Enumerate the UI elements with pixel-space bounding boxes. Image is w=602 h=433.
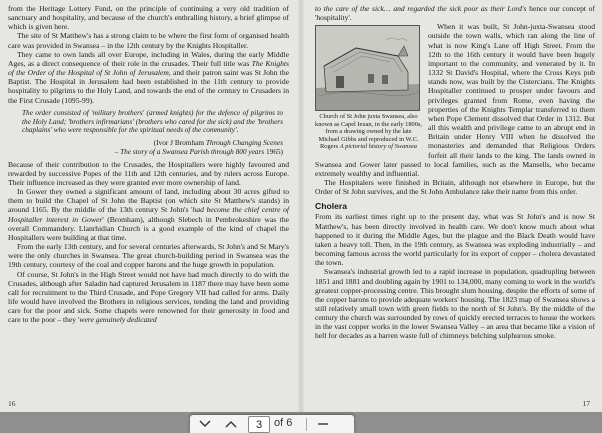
paragraph [315, 4, 595, 22]
previous-page-button[interactable] [194, 416, 216, 432]
text-run: They came to own lands all over Europe, including in Wales, during the early Middle Ages, as a direct consequence of their role in the crusades. Their full title was [8, 49, 289, 68]
paragraph [8, 50, 289, 105]
page-number-input[interactable] [248, 416, 270, 433]
paragraph: from the Heritage Lottery Fund, on the principle of continuing a very old tradition of sanctuary and hospitality, and because of the church's enthralling history, a brief glimpse of which is given here. [8, 4, 289, 32]
left-column [8, 4, 289, 325]
text-run: 1965) [264, 146, 283, 156]
minus-icon [317, 422, 329, 426]
text-run: Of course, St John's in the High Street would not have had much directly to do with the Crusades, although after Saladin had captured Jerusalem in 1187 there may have been some call for recruitment to the Third Crusade, and Pope Gregory VII had called for arms. Daily life would have involved the Brothers in religious services, tending the land and providing care for the poor and sick. Some chapels were renowned for their generosity in food and care to the poor – they ' [8, 269, 289, 325]
block-quote: The order consisted of 'military brothers' (armed knights) for the defence of pilgrims to the Holy Land; 'brothers infirmarians' (brothers who cared for the sick) and the 'brothers chaplains' who were responsible for the spiritual needs of the community'. [22, 107, 283, 135]
text-run: (Ivor J Bromham [153, 138, 206, 148]
quoted-text: to the care of the sick… and regarded the sick poor as their Lord's [315, 4, 527, 13]
church-drawing-image [315, 25, 420, 111]
quoted-text: were genuinely dedicated [79, 315, 157, 325]
page-number: 17 [582, 399, 590, 408]
paragraph [8, 187, 289, 242]
quote-attribution [8, 139, 283, 157]
chevron-up-icon [225, 420, 237, 428]
order-title: The Knights of the Order of the Hospital of St John of Jerusalem [8, 58, 289, 78]
right-page [301, 0, 602, 412]
left-page [0, 0, 301, 412]
next-page-button[interactable] [220, 416, 242, 432]
page-count-label: of 6 [274, 417, 293, 429]
text-run: In Gower they owned a significant amount of land, including about 30 acres gifted to them to build the Chapel of St John the Baptist (on which site St Matthew's stands) in around 1165. By the middle of the 13th century St John's ' [8, 187, 289, 215]
paragraph: From the early 13th century, and for several centuries afterwards, St John's and St Mary's were the only churches in Swansea. The great church-building period in Swansea was the 19th century, courtesy of the coal and copper barons and the huge growth in population. [8, 242, 289, 270]
book-title: A pictorial history of Swansea [339, 142, 417, 150]
paragraph: When it was built, St John-juxta-Swansea stood outside the town walls, which ran along the line of what is now King's Lane off High Street. From the 12th to the 16th century it would have been hugely important to the community, and venerated by it. In 1332 St David's Hospital, where the Cross Keys pub stands now, was built by the Cistercians. The Knights Hospitaller continued to prosper under favours and privileges granted from Rome, even having the properties of the Knights Templar transferred to them when Pope Clement dissolved that Order in 1312. But all this wealth and privilege came to an abrupt end in Britain under Henry VIII when he dissolved the monasteries and demanded that Religious Orders forfeit all their lands to the king. The lands owned in Swansea and Gower later passed to local families, such as the Mansells, who became extremely wealthy and influential. [315, 22, 595, 178]
toolbar-divider [306, 418, 307, 431]
text-run: Church of St John juxta Swansea, also known as Capel Ieuan, in the early 1800s, from a drawing owned by the late Michael Gibbs and reproduced in W.C. Rogers [315, 113, 423, 150]
book-title: Through Changing Scenes [205, 138, 283, 148]
paragraph: Swansea's industrial growth led to a rapid increase in population, quadrupling between 1851 and 1881 and doubling again by 1901 to 134,000, many coming to work in the world's greatest copper-processing centre. This brought slum housing, despite the efforts of some of the copper barons to provide adequate workers' housing. The 1823 map of Swansea shows a still relatively small town with green fields to the north of St John's. By the middle of the century the church was surrounded by rows of quickly erected terraces to house the workers in the vast copper works in the lower Swansea Valley – an area that became like a vision of hell for decades as a barren waste full of chimneys belching sulphurous smoke. [315, 267, 595, 341]
chevron-down-icon [199, 420, 211, 428]
text-run: hence our concept of 'hospitality'. [315, 4, 596, 23]
page-navigation-toolbar [190, 415, 354, 433]
paragraph: The Hospitalers were finished in Britain, although not elsewhere in Europe, but the Order of St John survives, and the St John Ambulance take their name from this order. [315, 177, 595, 197]
paragraph: From its earliest times right up to the present day, what was St John's and is now St Matthew's, has been directly involved in health care. We don't know much about what happened to it during the Middle Ages, but the plague and the Black Death would have taken a heavy toll. Then, in the 19th century, as Swansea was exploding industrially – and becoming famous across the world particularly for its export of copper – cholera devastated the town. [315, 212, 595, 268]
paragraph [8, 270, 289, 325]
right-column [315, 4, 595, 341]
church-figure [315, 25, 422, 150]
figure-caption [315, 113, 422, 150]
text-run: ' (Bromham), although Slebech in Pembrokeshire was the overall Commandery. Llanrhidian Church is a good example of the kind of chapel the Hospitallers were building at that time. [8, 214, 289, 242]
quoted-text: had become the chief centre of Hospitaller interest in Gower [8, 205, 289, 224]
text-run: , and their patron saint was St John the Baptist. The Hospital in Jerusalem had been established in the 11th century to provide hospitality to pilgrims to the Holy Land, and towards the end of the century to Crusaders in the First Crusade (1095-99). [8, 68, 289, 105]
paragraph: Because of their contribution to the Crusades, the Hospitallers were highly favoured and rewarded by successive Popes of the 11th and 12th centuries, and by rulers across Europe. Their influence increased as they were granted ever more ownership of land. [8, 159, 289, 188]
zoom-out-button[interactable] [312, 416, 334, 432]
section-heading: Cholera [315, 201, 347, 212]
text-run: – [114, 146, 121, 156]
paragraph: The site of St Matthew's has a strong claim to be where the first form of organised health care was provided in Swansea – in the 12th century by the Knights Hospitaller. [8, 31, 289, 50]
page-number: 16 [8, 399, 16, 408]
book-subtitle: The story of a Swansea Parish through 800 years [120, 146, 265, 156]
